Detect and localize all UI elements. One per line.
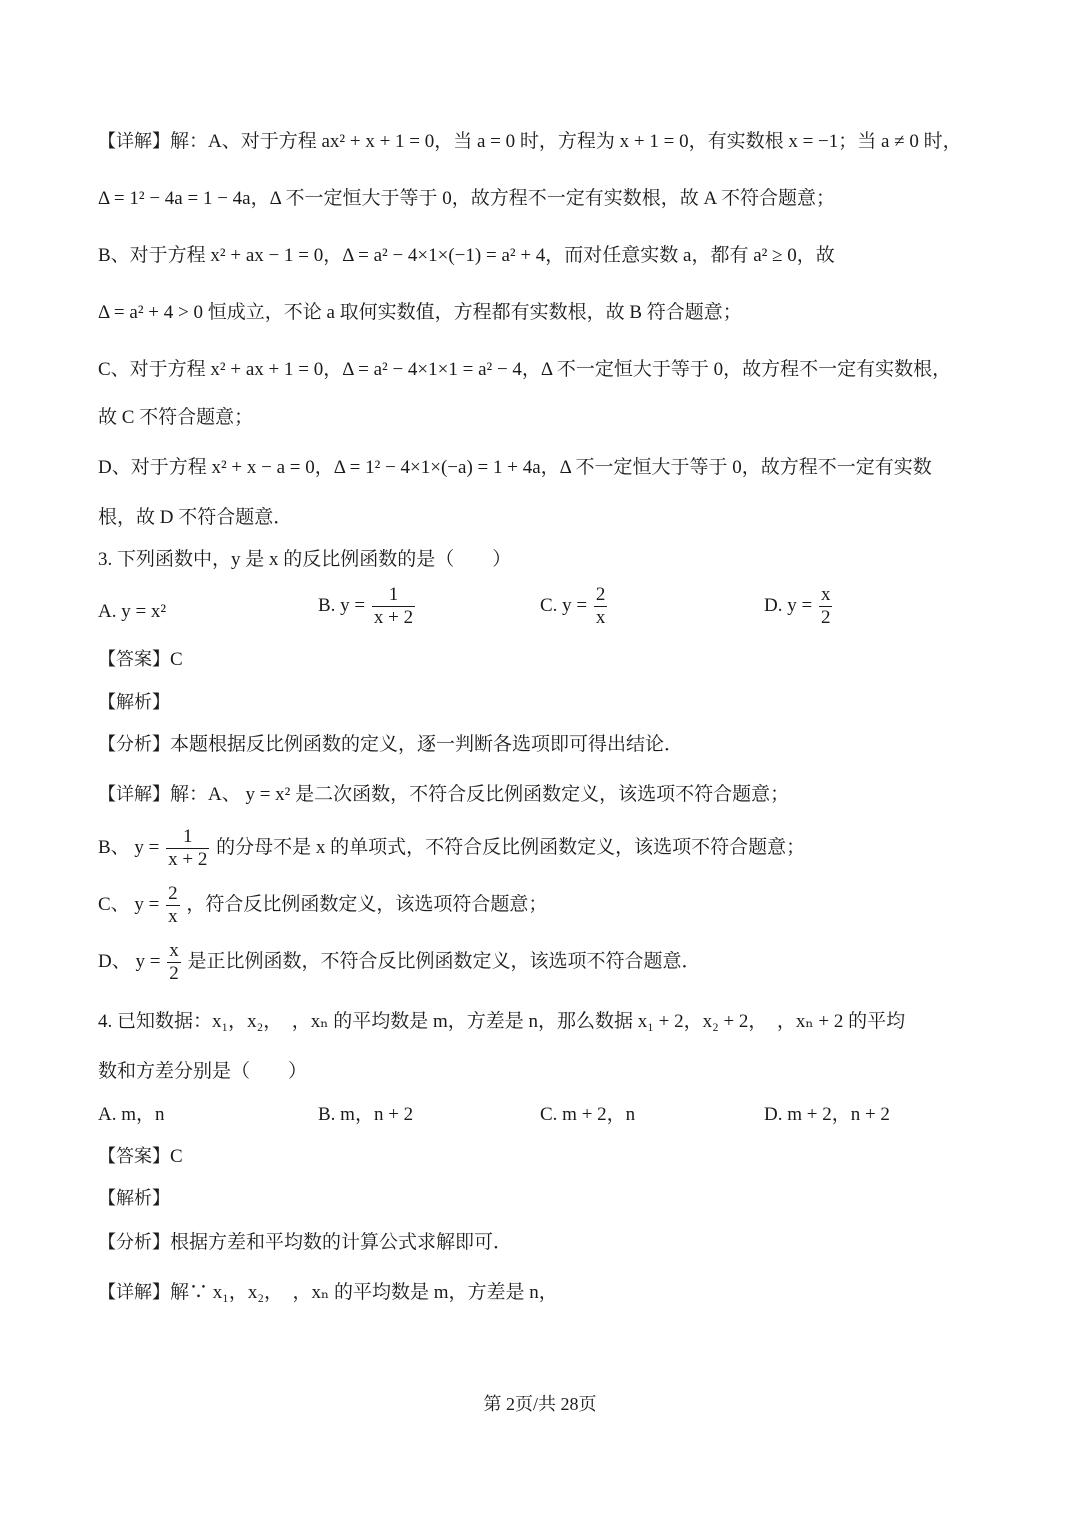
question-4-stem-2: 数和方差分别是（ ） bbox=[98, 1061, 308, 1082]
q4-option-c: C. m + 2，n bbox=[540, 1104, 636, 1125]
q4-detail: 【详解】解∵ x₁，x₂， ，xₙ 的平均数是 m，方差是 n， bbox=[98, 1282, 558, 1303]
solution-line-5: C、对于方程 x² + ax + 1 = 0，Δ = a² − 4×1×1 = a² − 4，Δ 不一定恒大于等于 0，故方程不一定有实数根， bbox=[98, 359, 952, 380]
solution-line-2: Δ = 1² − 4a = 1 − 4a，Δ 不一定恒大于等于 0，故方程不一定有实数根，故 A 不符合题意； bbox=[98, 188, 835, 209]
q4-option-b: B. m，n + 2 bbox=[318, 1104, 414, 1125]
detail-tag: 【详解】 bbox=[98, 131, 170, 152]
q4-analysis-tag: 【解析】 bbox=[98, 1188, 170, 1209]
q3-detail-c: C、 y = $\frac{2}{x}$ ，符合反比例函数定义，该选项符合题意； bbox=[98, 883, 548, 927]
solution-line-1: 【详解】解：A、对于方程 ax² + x + 1 = 0，当 a = 0 时，方程为 x + 1 = 0，有实数根 x = −1；当 a ≠ 0 时， bbox=[98, 131, 962, 152]
q3-analysis-tag: 【解析】 bbox=[98, 692, 170, 713]
fraction: $\frac{1}{x + 2}$ bbox=[168, 826, 208, 870]
q3-option-c: C. y = $\frac{2}{x}$ bbox=[540, 584, 606, 628]
q4-answer: 【答案】C bbox=[98, 1146, 183, 1167]
solution-line-3: B、对于方程 x² + ax − 1 = 0，Δ = a² − 4×1×(−1) = a² + 4，而对任意实数 a，都有 a² ≥ 0，故 bbox=[98, 245, 835, 266]
fraction: $\frac{x}{2}$ bbox=[169, 940, 179, 984]
solution-line-8: 根，故 D 不符合题意． bbox=[98, 507, 293, 528]
q3-answer: 【答案】C bbox=[98, 649, 183, 670]
fraction: $\frac{2}{x}$ bbox=[168, 883, 178, 927]
q3-fenxi: 【分析】本题根据反比例函数的定义，逐一判断各选项即可得出结论． bbox=[98, 734, 684, 755]
q3-option-d: D. y = $\frac{x}{2}$ bbox=[764, 584, 831, 628]
fraction: $\frac{1}{x + 2}$ bbox=[373, 584, 414, 628]
fraction: $\frac{x}{2}$ bbox=[820, 584, 831, 628]
solution-line-6: 故 C 不符合题意； bbox=[98, 407, 254, 428]
q3-detail-d: D、 y = $\frac{x}{2}$ 是正比例函数，不符合反比例函数定义，该选项不符合题意． bbox=[98, 940, 701, 984]
q3-option-b: B. y = $\frac{1}{x + 2}$ bbox=[318, 584, 414, 628]
q3-option-a: A. y = x² bbox=[98, 601, 167, 622]
question-4-stem-1: 4. 已知数据：x₁，x₂， ，xₙ 的平均数是 m，方差是 n，那么数据 x₁ + 2，x₂ + 2， ，xₙ + 2 的平均 bbox=[98, 1011, 906, 1032]
solution-line-7: D、对于方程 x² + x − a = 0，Δ = 1² − 4×1×(−a) = 1 + 4a，Δ 不一定恒大于等于 0，故方程不一定有实数 bbox=[98, 457, 932, 478]
solution-line-4: Δ = a² + 4 > 0 恒成立，不论 a 取何实数值，方程都有实数根，故 B 符合题意； bbox=[98, 302, 742, 323]
q4-fenxi: 【分析】根据方差和平均数的计算公式求解即可． bbox=[98, 1232, 513, 1253]
q4-option-d: D. m + 2，n + 2 bbox=[764, 1104, 890, 1125]
fraction: $\frac{2}{x}$ bbox=[595, 584, 606, 628]
q3-detail-a: 【详解】解：A、 y = x² 是二次函数，不符合反比例函数定义，该选项不符合题意； bbox=[98, 784, 790, 805]
question-3-stem: 3. 下列函数中，y 是 x 的反比例函数的是（ ） bbox=[98, 549, 512, 570]
q4-option-a: A. m，n bbox=[98, 1104, 165, 1125]
page-footer: 第 2页/共 28页 bbox=[483, 1394, 597, 1414]
q3-detail-b: B、 y = $\frac{1}{x + 2}$ 的分母不是 x 的单项式，不符合反比例函数定义，该选项不符合题意； bbox=[98, 826, 806, 870]
